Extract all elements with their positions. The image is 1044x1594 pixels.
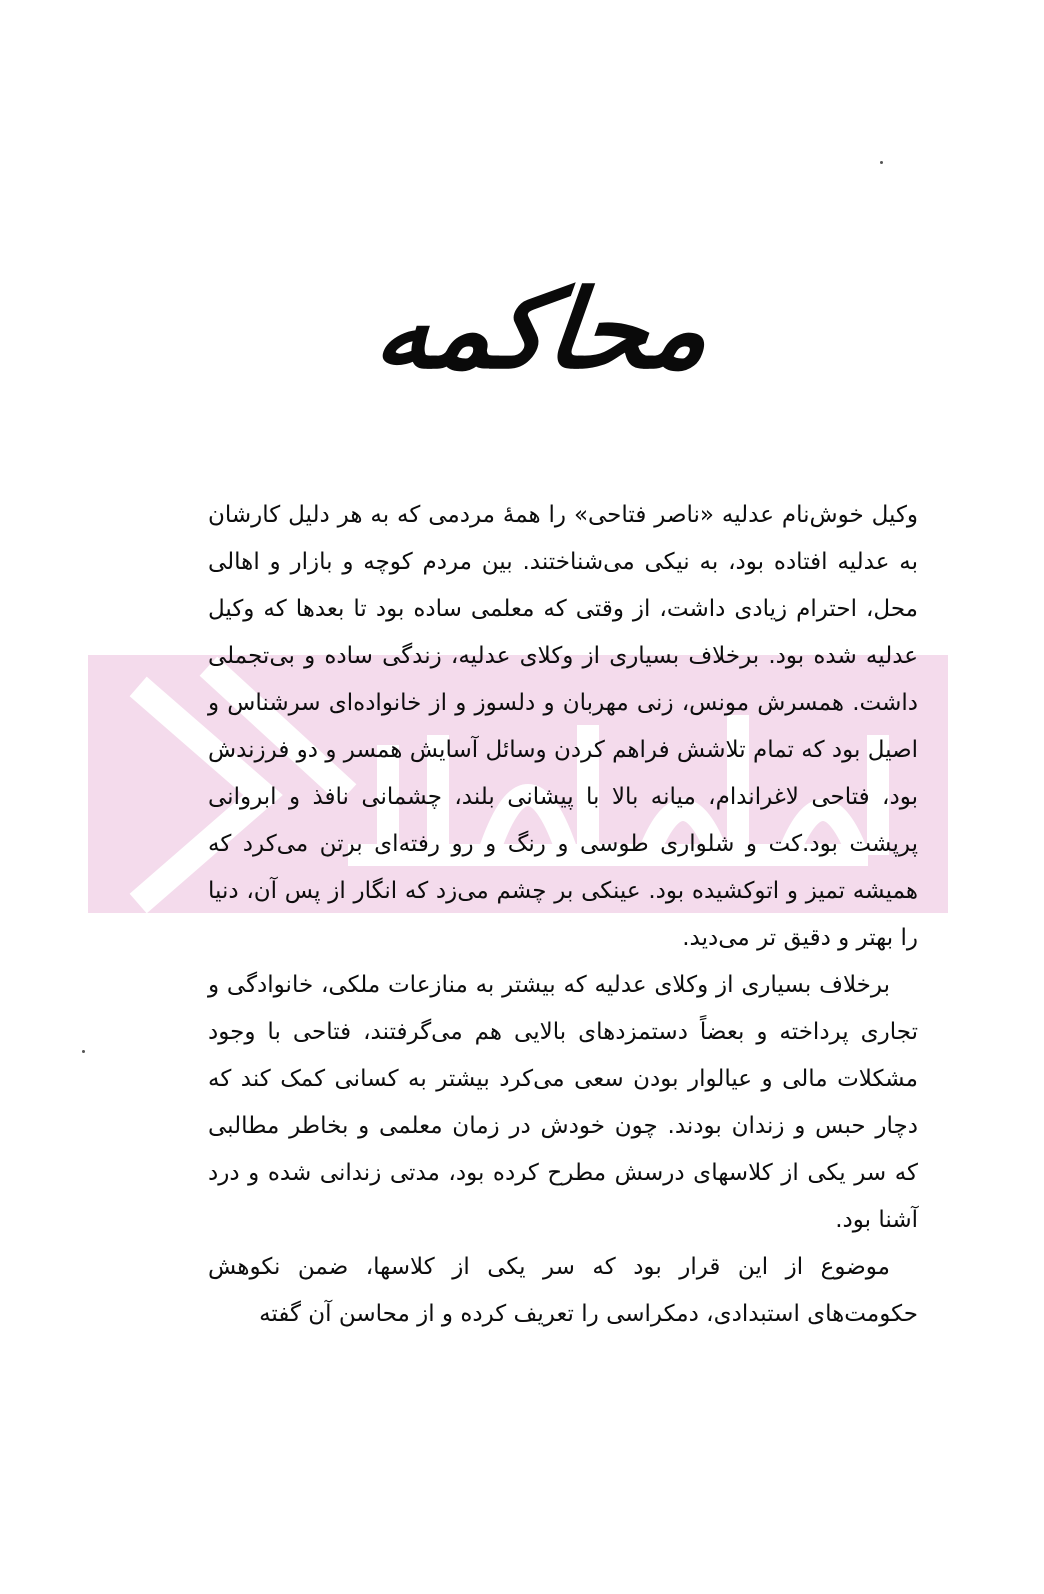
page-speck [880, 161, 883, 164]
chapter-title: محاکمه [369, 267, 715, 393]
body-paragraph: برخلاف بسیاری از وکلای عدلیه که بیشتر به منازعات ملکی، خانوادگی و تجاری پرداخته و بعضاً دستمزدهای بالایی هم می‌گرفتند، فتاحی با وجود مشکلات مالی و عیالوار بودن سعی می‌کرد بیشتر به کسانی کمک کند که دچار حبس و زندان بودند. چون خودش در زمان معلمی و بخاطر مطالبی که سر یکی از کلاسهای درسش مطرح کرده بود، مدتی زندانی شده و درد آشنا بود. [208, 972, 918, 1233]
page-speck [82, 1050, 85, 1053]
body-paragraph: موضوع از این قرار بود که سر یکی از کلاسها، ضمن نکوهش حکومت‌های استبدادی، دمکراسی را تعریف کرده و از محاسن آن گفته [208, 1254, 918, 1327]
chapter-body [208, 492, 918, 1338]
chapter-title-container [0, 250, 1044, 410]
body-paragraph: وکیل خوش‌نام عدلیه «ناصر فتاحی» را همهٔ مردمی که به هر دلیل کارشان به عدلیه افتاده بود، به نیکی می‌شناختند. بین مردم کوچه و بازار و اهالی محل، احترام زیادی داشت، از وقتی که معلمی ساده بود تا بعدها که وکیل عدلیه شده بود. برخلاف بسیاری از وکلای عدلیه، زندگی ساده و بی‌تجملی داشت. همسرش مونس، زنی مهربان و دلسوز و از خانواده‌ای سرشناس و اصیل بود که تمام تلاشش فراهم کردن وسائل آسایش همسر و دو فرزندش بود، فتاحی لاغراندام، میانه بالا با پیشانی بلند، چشمانی نافذ و ابروانی پرپشت بود.کت و شلواری طوسی و رنگ و رو رفته‌ای برتن می‌کرد که همیشه تمیز و اتوکشیده بود. عینکی بر چشم می‌زد که انگار از پس آن، دنیا را بهتر و دقیق تر می‌دید. [208, 502, 918, 951]
